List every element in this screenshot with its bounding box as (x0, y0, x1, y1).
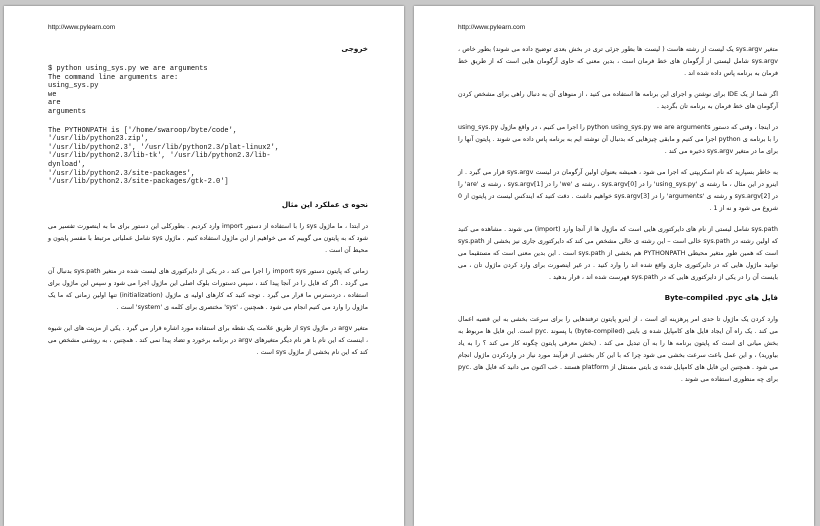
page-header-url: http://www.pylearn.com (48, 24, 116, 31)
section-heading: فایل های Byte-compiled .pyc (664, 293, 778, 302)
body-paragraph: زمانی که پایتون دستور import sys را اجرا می کند ، در یکی از دایرکتوری های لیست شده در متغیر sys.path بدنبال آن می گردد . اگر که فایل را در آنجا پیدا کند ، سپس دستورات بلوک اصلی این ماژول اجرا می شود و سپس این ماژول برای استفاده ، دردسترس ما قرار می گیرد . توجه کنید که کارهای اولیه ی ماژول (initialization) تنها اولین زمانی که ما یک ماژول را وارد می کنیم انجام می شود . همچنین ، 'sys' مختصری برای کلمه ی 'system' است . (48, 267, 368, 311)
body-paragraph: متغیر sys.argv یک لیست از رشته هاست ( لیست ها بطور جزئی تری در بخش بعدی توضیح داده می شوند) بطور خاص ، sys.argv شامل لیستی از آرگومان های خط فرمان است ، بدین معنی که حاوی آرگومان هایی است که از طریق خط فرمان به برنامه پاس داده شده اند . (458, 46, 778, 77)
code-line: arguments (48, 107, 86, 116)
right-page-body (458, 44, 778, 395)
code-line: we (48, 90, 57, 99)
body-paragraph: وارد کردن یک ماژول تا حدی امر پرهزینه ای است ، از اینرو پایتون ترفندهایی را برای سرعت بخشی به این قضیه اعمال می کند . یک راه آن ایجاد فایل های کامپایل شده ی بایتی (byte-compiled) با پسوند .pyc است. این فایل ها مربوط به بخش میانی ای است که پایتون برنامه ها را به آن تبدیل می کند . (بخش معرفی پایتون چگونه کار می کند ؟ را به یاد بیاورید) ، و این عمل باعث سرعت بخشی می شود چرا که با این کار بخشی از فرآیند مورد نیاز در واردکردن ماژول انجام می شود . همچنین این فایل های کامپایل شده ی بایتی مستقل از platform هستند . خب اکنون می دانید که فایل های .pyc برای چه منظوری استفاده می شوند . (458, 316, 779, 383)
code-line: are (48, 99, 61, 108)
output-heading: خروجی (341, 44, 368, 53)
code-line: $ python using_sys.py we are arguments (48, 65, 208, 73)
body-paragraph: در ابتدا ، ما ماژول sys را با استفاده از دستور import وارد کردیم . بطورکلی این دستور برای ما به اینصورت تفسیر می شود که به پایتون می گوییم که می خواهیم از این ماژول استفاده کنیم . ماژول sys شامل عملیاتی مرتبط با مفسر پایتون و محیط آن است . (48, 222, 369, 254)
code-line: The PYTHONPATH is ['/home/swaroop/byte/code', (48, 126, 238, 135)
code-line: '/usr/lib/python23.zip', (48, 135, 149, 144)
code-line: The command line arguments are: (48, 73, 179, 82)
code-line: using_sys.py (48, 82, 99, 91)
code-line: '/usr/lib/python2.3', '/usr/lib/python2.3/plat-linux2', (48, 143, 280, 152)
page-header-url: http://www.pylearn.com (458, 24, 526, 31)
code-line: dynload', (48, 160, 86, 169)
right-document-page (414, 6, 814, 526)
code-line: '/usr/lib/python2.3/lib-tk', '/usr/lib/python2.3/lib- (48, 152, 271, 161)
code-output-block (48, 65, 368, 187)
section-heading: نحوه ی عملکرد این مثال (281, 199, 368, 209)
body-paragraph: sys.path شامل لیستی از نام های دایرکتوری هایی است که ماژول ها از آنجا وارد (import) می شوند . مشاهده می کنید که اولین رشته در sys.path خالی است – این رشته ی خالی مشخص می کند که دایرکتوری جاری نیز بخشی از sys.path است که همین طور متغیر محیطی PYTHONPATH هم بخشی از sys.path است . این بدین معنی است که مستقیما می توانید ماژول هایی که در دایرکتوری جاری واقع شده اند را وارد کنید . در غیر اینصورت برای وارد کردن ماژول تان ، می بایست آن را در یکی از دایرکتوری هایی که در sys.path فهرست شده اند ، قرار بدهید . (458, 226, 778, 281)
body-paragraph: در اینجا ، وقتی که دستور python using_sys.py we are arguments را اجرا می کنیم ، در واقع ماژول using_sys.py را با برنامه ی python اجرا می کنیم و مابقی چیزهایی که بدنبال آن نوشته ایم به برنامه پاس داده می شوند . پایتون آنها را برای ما در متغیر sys.argv ذخیره می کند . (458, 124, 778, 155)
left-document-page (4, 6, 404, 526)
left-page-body (48, 44, 368, 368)
code-line: '/usr/lib/python2.3/site-packages/gtk-2.0'] (48, 178, 229, 187)
body-paragraph: اگر شما از یک IDE برای نوشتن و اجرای این برنامه ها استفاده می کنید ، از منوهای آن به دنبال راهی برای مشخص کردن آرگومان های خط فرمان به برنامه تان بگردید . (458, 91, 778, 110)
body-paragraph: به خاطر بسپارید که نام اسکریپتی که اجرا می شود ، همیشه بعنوان اولین آرگومان در لیست sys.argv قرار می گیرد . از اینرو در این مثال ، ما رشته ی 'using_sys.py' را در sys.argv[0] ، رشته ی 'we' را در sys.argv[1] ، رشته ی 'are' را در sys.argv[2] و رشته ی 'arguments' را در sys.argv[3] خواهیم داشت . دقت کنید که ایندکس لیست در پایتون از 0 شروع می شود و نه از 1 . (458, 169, 779, 212)
body-paragraph: متغیر argv در ماژول sys از طریق علامت یک نقطه برای استفاده مورد اشاره قرار می گیرد . یکی از مزیت های این شیوه ، اینست که این نام با هر نام دیگر متغیرهای argv در برنامه برخورد و تضاد پیدا نمی کند . همچنین ، به روشنی مشخص می کند که این نام بخشی از ماژول sys است . (48, 324, 369, 356)
code-line: '/usr/lib/python2.3/site-packages', (48, 169, 196, 178)
code-spacer (48, 117, 368, 127)
